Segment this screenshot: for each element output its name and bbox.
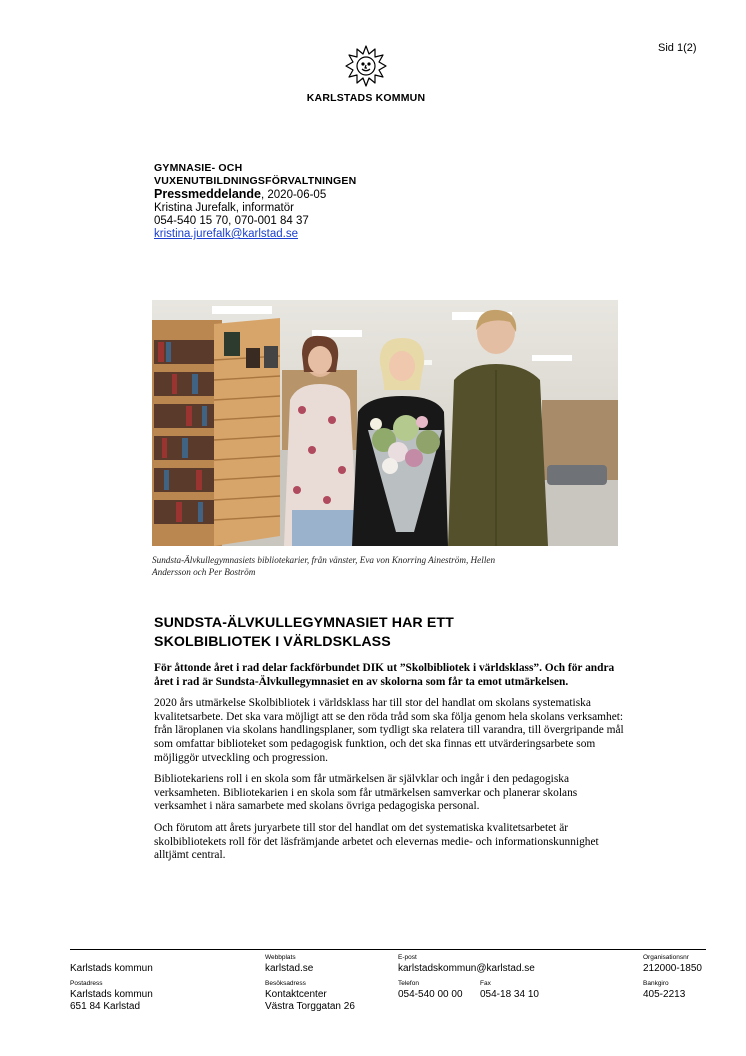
caption-line: Andersson och Per Boström — [152, 567, 256, 577]
footer-divider — [70, 949, 706, 950]
footer-visit-address: Kontaktcenter — [265, 989, 327, 1000]
footer-post-address: Karlstads kommun — [70, 989, 153, 1000]
department-name: GYMNASIE- OCH — [154, 162, 243, 174]
logo-text: KARLSTADS KOMMUN — [306, 92, 426, 104]
press-release-date: , 2020-06-05 — [261, 189, 327, 201]
footer-post-address: 651 84 Karlstad — [70, 1001, 141, 1012]
lead-paragraph: För åttonde året i rad delar fackförbundet DIK ut ”Skolbibliotek i världsklass”. Och för andra året i rad är Sundsta-Älvkullegymnasiet en av skolorna som får ta emot utmärkelsen. — [154, 662, 615, 688]
footer-label: Fax — [480, 980, 491, 987]
article-headline — [154, 614, 594, 652]
librarians-photo — [152, 300, 618, 546]
footer-fax: 054-18 34 10 — [480, 989, 539, 1000]
footer-phone: 054-540 00 00 — [398, 989, 463, 1000]
footer-bankgiro: 405-2213 — [643, 989, 686, 1000]
footer-label: Bankgiro — [643, 980, 669, 987]
contact-email-link[interactable]: kristina.jurefalk@karlstad.se — [154, 228, 298, 240]
contact-phone: 054-540 15 70, 070-001 84 37 — [154, 215, 309, 227]
body-paragraph: Bibliotekariens roll i en skola som får utmärkelsen är självklar och ingår i den pedagogiska verksamheten. Bibliotekarien i en skola som får utmärkelsen samverkar och planerar skolans verksamhet i nära samarbete med skolans övriga pedagogiska personal. — [154, 773, 578, 813]
footer-web-link[interactable]: karlstad.se — [265, 963, 314, 974]
footer-label: Telefon — [398, 980, 419, 987]
press-header — [154, 162, 356, 241]
press-release-line — [154, 188, 356, 202]
footer-orgnr: 212000-1850 — [643, 963, 702, 974]
caption-line: Sundsta-Älvkullegymnasiets bibliotekarier, från vänster, Eva von Knorring Aineström, Hellen — [152, 555, 496, 565]
footer-label: E-post — [398, 954, 417, 961]
sun-emblem-icon — [344, 44, 388, 88]
footer-label: Organisationsnr — [643, 954, 689, 961]
footer-visit-address: Västra Torggatan 26 — [265, 1001, 355, 1012]
body-paragraph: 2020 års utmärkelse Skolbibliotek i världsklass har till stor del handlat om skolans systematiska kvalitetsarbete. Det ska vara möjligt att se den röda tråd som ska följa genom hela skolans verksamhet: från läroplanen via skolans handlingsplaner, som tydligt ska relatera till varandra, till övergripande mål som omfattar biblioteket som pedagogisk funktion, och det ska finnas ett utvärderingsarbete som möjliggör utveckling och progression. — [154, 697, 624, 764]
department-name: VUXENUTBILDNINGSFÖRVALTNINGEN — [154, 175, 357, 187]
article-body — [154, 662, 630, 871]
footer-org-name: Karlstads kommun — [70, 963, 153, 974]
footer-label: Postadress — [70, 980, 103, 987]
footer-label: Besöksadress — [265, 980, 306, 987]
headline-line: SUNDSTA-ÄLVKULLEGYMNASIET HAR ETT — [154, 615, 454, 631]
footer-label: Webbplats — [265, 954, 296, 961]
body-paragraph: Och förutom att årets juryarbete till stor del handlat om det systematiska kvalitetsarbetet är skolbibliotekets roll för det läsfrämjande arbetet och elevernas medie- och informationskunnighet alltjämt central. — [154, 821, 599, 862]
press-release-label: Pressmeddelande — [154, 187, 261, 201]
headline-line: SKOLBIBLIOTEK I VÄRLDSKLASS — [154, 634, 391, 650]
municipality-logo — [300, 44, 432, 104]
contact-name: Kristina Jurefalk, informatör — [154, 202, 294, 214]
photo-caption — [152, 554, 622, 578]
footer-email-link[interactable]: karlstadskommun@karlstad.se — [398, 963, 535, 974]
page-number: Sid 1(2) — [658, 42, 697, 54]
library-scene-illustration — [152, 300, 618, 546]
